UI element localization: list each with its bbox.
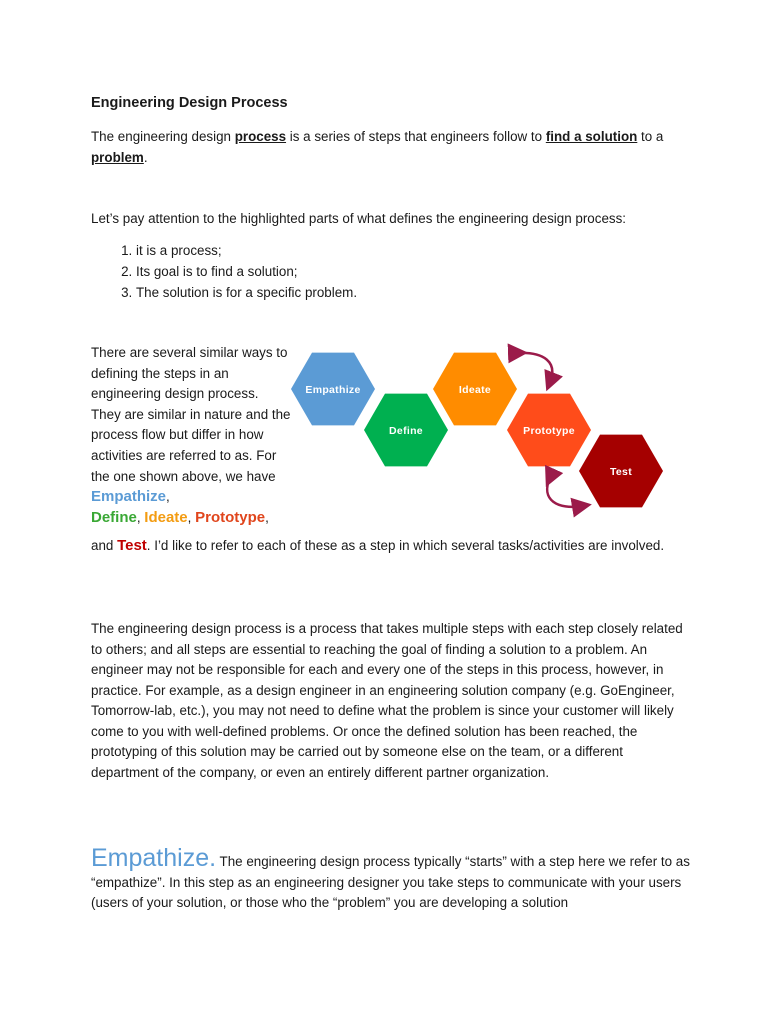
intro-keyword-solution: find a solution: [545, 129, 638, 144]
lead-paragraph: Let’s pay attention to the highlighted parts of what defines the engineering design process:: [91, 211, 626, 226]
after-text: . I’d like to refer to each of these as a step in which several tasks/activities are involved.: [146, 538, 665, 553]
separator: ,: [166, 489, 170, 505]
after-and: and: [91, 538, 118, 553]
body-paragraph: The engineering design process is a process that takes multiple steps with each step closely related to others; and all steps are essential to reaching the goal of finding a solution to a problem. An engineer may not be responsible for each and every one of the steps in this process, however, in practice. For example, as a design engineer in an engineering solution company (e.g. GoEngineer, Tomorrow-lab, etc.), you may not need to define what the problem is since your customer will likely come to you with well-defined problems. Or once the defined solution has been reached, the prototyping of this solution may be carried out by someone else on the team, or a different department of the company, or even an entirely different partner organization.: [91, 621, 683, 780]
keyword-define: Define: [91, 508, 137, 526]
keyword-ideate: Ideate: [144, 508, 188, 526]
empathize-section: [91, 844, 691, 914]
separator: ,: [265, 509, 269, 525]
after-diagram-paragraph: [91, 536, 691, 557]
intro-text-4: .: [143, 149, 148, 165]
intro-text-2: is a series of steps that engineers follow to: [286, 129, 546, 144]
hex-label-empathize: Empathize: [305, 384, 361, 396]
keyword-empathize: Empathize: [91, 488, 167, 506]
side-paragraph: [91, 343, 291, 528]
keyword-test: Test: [117, 537, 147, 554]
hex-label-test: Test: [609, 466, 633, 478]
intro-text-3: to a: [637, 129, 664, 144]
hex-label-prototype: Prototype: [523, 425, 575, 437]
side-text: There are several similar ways to defining the steps in an engineering design process. They are similar in nature and the process flow but differ in how activities are referred to as. For the one shown above, we have: [91, 345, 291, 484]
page-title: Engineering Design Process: [91, 95, 288, 111]
keyword-prototype: Prototype: [195, 508, 266, 526]
definition-list: [91, 240, 357, 303]
loop-arrow-bottom: [547, 478, 582, 507]
hex-label-ideate: Ideate: [458, 384, 492, 396]
design-process-diagram: [282, 340, 672, 518]
hex-label-define: Define: [389, 425, 423, 437]
list-item: 1. it is a process;: [136, 240, 357, 261]
intro-paragraph: [91, 127, 691, 168]
intro-keyword-problem: problem: [91, 149, 144, 165]
separator: ,: [187, 509, 196, 525]
intro-text-1: The engineering design: [91, 129, 235, 144]
list-item: 3. The solution is for a specific problem.: [136, 282, 357, 303]
empathize-section-text: The engineering design process typically “starts” with a step here we refer to as “empathize”. In this step as an engineering designer you take steps to communicate with your users (users of your solution, or those who the “problem” you are developing a solution: [91, 854, 690, 910]
list-item: 2. Its goal is to find a solution;: [136, 261, 357, 282]
intro-keyword-process: process: [234, 129, 287, 144]
empathize-section-title: Empathize.: [91, 844, 217, 872]
separator: ,: [136, 509, 145, 525]
loop-arrow-top: [518, 353, 552, 382]
